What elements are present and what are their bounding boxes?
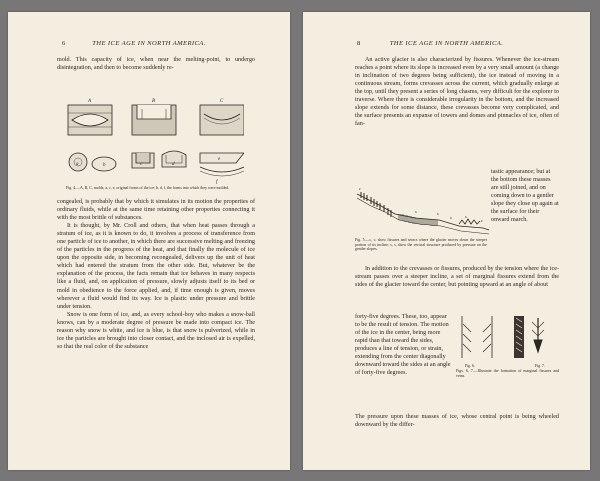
left-intro-text [57, 56, 255, 72]
left-paragraph-2: It is thought, by Mr. Croll and others, that when heat passes through a stratum of ice, as it is known to do, it involves a process of transference from one particle of ice to another, in which there are successive melting and freezing of the particles in the progress of the heat, and that finally the molecule of ice upon the opposite side, in becoming recongealed, delivers up the unit of heat which had entered the stratum from the other side. But, whatever be the explanation of the process, the facts remain that ice behaves in many respects like a fluid, and, on application of pressure, slowly adjusts itself to its bed or mold in obedience to the force applied, and, if time enough is given, moves wherever a fluid would find its way. Ice is plastic under pressure and brittle under tension. [57, 223, 255, 310]
fig5-label-s3: s [450, 215, 452, 220]
right-paragraph-2-full: In addition to the crevasses or fissures, produced by the tension where the ice-stream passes over a steeper incline, a set of marginal fissures extend from the sides of the glacier toward the center, but pointing upward at an angle of about [355, 266, 559, 289]
left-page [8, 12, 290, 470]
left-paragraph-3: Snow is one form of ice, and, as every school-boy who makes a snow-ball knows, can by a moderate degree of pressure be made into compact ice. The reason why snow is white, and ice is blue, is that snow is pulverized, while in ice the particles are brought into closer contact, and the inclosed air is expelled, so that the real color of the substance [57, 311, 255, 350]
fig5-label-c1: c [359, 186, 361, 191]
figure-4-caption: Fig. 4.—A, B, C, molds; a, c, e, original forms of the ice; b, d, f, the forms into which they were molded. [66, 186, 230, 190]
fig4-label-d: d [172, 162, 175, 167]
fig4-label-f: f [216, 180, 218, 185]
right-paragraph-1-narrow: tastic appearance; but at the bottom these masses are still joined, and on coming down to a gentler slope they close up again at the surface for their onward march. [491, 169, 559, 224]
fig4-label-a: a [76, 162, 79, 167]
fig4-label-c: c [140, 162, 143, 167]
figure-5-glacier-fissures [355, 186, 491, 236]
left-body-text [57, 198, 255, 351]
figure-6-label: Fig. 6. [465, 364, 475, 368]
figure-5-caption: Fig. 5.—c, c, show fissures and seracs where the glacier moves down the steeper portion of its incline; s, s, show the vertical structure produced by pressure on the gentler slopes. [355, 238, 487, 252]
figures-6-7-marginal-fissures [456, 314, 559, 362]
figures-6-7-caption: Figs. 6, 7.—Illustrate the formation of marginal fissures and veins. [456, 369, 559, 378]
figure-4-ice-molds [66, 97, 244, 185]
right-paragraph-1-full: An active glacier is also characterized by fissures. Whenever the ice-stream reaches a point where its slope is increased even by a very small amount (a change in inclination of two degrees being sufficient), the ice instead of moving in a continuous stream, forms crevasses across the current, which gradually enlarge at the top, until they present a series of long chasms, very difficult for the explorer to traverse. Where there is considerable irregularity in the bottom, and the increased slope extends for some distance, these crevasses become very complicated, and the surface presents an expanse of towers and domes and pinnacles of ice, often of fan- [355, 57, 559, 128]
fig5-label-s2: s [437, 211, 439, 216]
left-page-number: 6 [62, 40, 66, 47]
fig5-label-c2: c [481, 218, 483, 223]
right-running-header [303, 40, 590, 52]
right-paragraph-2-narrow: forty-five degrees. These, too, appear to be the result of tension. The motion of the ice in the center, being more rapid than that toward the sides, produces a line of tension, or strain, extending from the center diagonally downward toward the sides at an angle of forty-five degrees. [355, 314, 451, 377]
fig5-label-s1: s [415, 209, 417, 214]
fig4-label-e: e [218, 157, 221, 162]
fig4-label-b: b [103, 163, 106, 168]
left-paragraph-intro: mold. This capacity of ice, when near the melting-point, to undergo disintegration, and then to become suddenly re- [57, 57, 255, 72]
right-running-title: THE ICE AGE IN NORTH AMERICA. [389, 40, 504, 47]
fig4-label-C: C [220, 99, 224, 104]
left-running-header [8, 40, 290, 52]
right-page [303, 12, 590, 470]
fig4-label-A: A [88, 99, 92, 104]
right-paragraph-2-end: The pressure upon these masses of ice, whose central point is being wheeled downward by the differ- [355, 414, 559, 429]
right-page-number: 8 [357, 40, 361, 47]
left-paragraph-1: congealed, is probably that by which it simulates in its motion the properties of ordinary fluids, while at the same time retaining other properties connecting it with the most brittle of substances. [57, 199, 255, 222]
left-running-title: THE ICE AGE IN NORTH AMERICA. [92, 40, 206, 47]
fig4-label-B: B [152, 99, 156, 104]
figure-7-label: Fig. 7. [535, 364, 545, 368]
fig5-label-s4: s [465, 214, 467, 219]
